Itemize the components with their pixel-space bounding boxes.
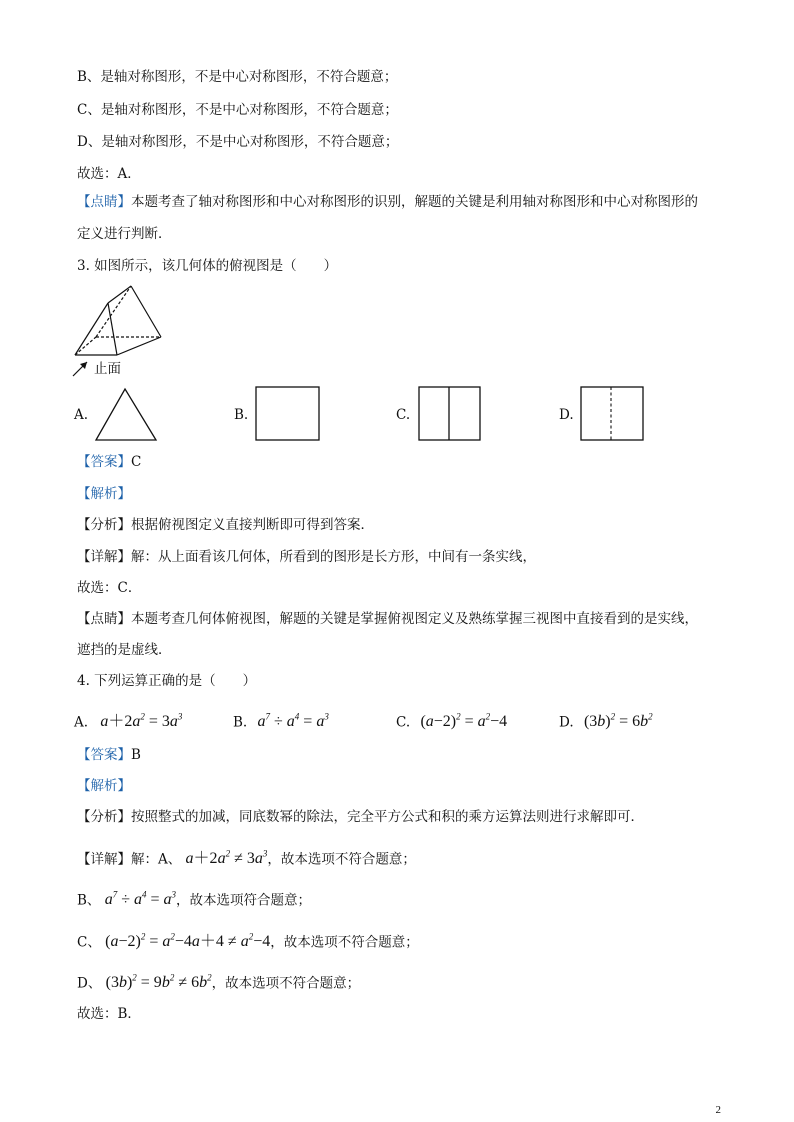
detail-b-formula: $a^7 \div a^4 = a^3$ xyxy=(104,890,177,909)
detail-d-formula: $(3b)^2 = 9b^2 \ne 6b^2$ xyxy=(105,973,212,992)
q3-option-b-label: B. xyxy=(234,407,249,423)
xiangjie-tag: 【详解】 xyxy=(77,851,131,868)
q4-fenxi xyxy=(77,808,644,826)
fenxi-text: 根据俯视图定义直接判断即可得到答案． xyxy=(131,517,374,533)
q4-option-c xyxy=(396,708,507,731)
q3-option-d-rectangle-dashed xyxy=(580,386,646,442)
q4-option-d xyxy=(559,708,653,731)
q4-xiangjie-a xyxy=(77,845,416,868)
q4-option-b-formula: $a^7 \div a^4 = a^3$ xyxy=(257,712,329,731)
fenxi-text: 按照整式的加减，同底数幂的除法，完全平方公式和积的乘方运算法则进行求解即可． xyxy=(131,809,644,825)
detail-a-suffix: ，故本选项不符合题意； xyxy=(267,851,416,868)
q3-xiangjie xyxy=(77,548,536,566)
detail-c-prefix: C、 xyxy=(77,934,101,951)
q4-option-a-label: A. xyxy=(74,714,89,731)
fenxi-tag: 【分析】 xyxy=(77,517,131,533)
detail-b-suffix: ，故本选项符合题意； xyxy=(176,892,312,909)
text-line-b: B、是轴对称图形，不是中心对称图形，不符合题意； xyxy=(77,69,398,85)
dianjing-tag: 【点睛】 xyxy=(77,611,131,627)
answer-tag: 【答案】 xyxy=(77,454,131,470)
q4-detail-c xyxy=(77,928,419,951)
q4-option-b-label: B. xyxy=(233,714,248,731)
xiangjie-text: 解：从上面看该几何体，所看到的图形是长方形，中间有一条实线， xyxy=(131,549,536,565)
q4-option-c-label: C. xyxy=(396,714,411,731)
q4-option-d-label: D. xyxy=(559,714,574,731)
detail-c-formula: $(a-2)^2 = a^2-4a+4 \ne a^2-4$ xyxy=(105,932,271,951)
detail-b-prefix: B、 xyxy=(77,892,101,909)
text-line-c: C、是轴对称图形，不是中心对称图形，不符合题意； xyxy=(77,102,398,118)
q4-option-a xyxy=(74,708,182,731)
detail-c-suffix: ，故本选项不符合题意； xyxy=(270,934,419,951)
q4-option-a-formula: $a+2a^2 = 3a^3$ xyxy=(100,712,183,731)
answer-value: C xyxy=(131,454,142,470)
q4-option-b xyxy=(233,708,329,731)
note-text: 本题考查了轴对称图形和中心对称图形的识别，解题的关键是利用轴对称图形和中心对称图形的 xyxy=(131,194,698,210)
answer-tag: 【答案】 xyxy=(77,747,131,763)
q3-note-b: 遮挡的是虚线． xyxy=(77,642,172,658)
note-line-q2a xyxy=(77,193,698,211)
detail-a-formula: $a+2a^2 \ne 3a^3$ xyxy=(185,849,268,868)
detail-d-suffix: ，故本选项不符合题意； xyxy=(211,975,361,992)
fenxi-tag: 【分析】 xyxy=(77,809,131,825)
front-label: 止面 xyxy=(94,361,121,377)
text-line-d: D、是轴对称图形，不是中心对称图形，不符合题意； xyxy=(77,134,399,150)
q3-option-b-rectangle xyxy=(255,386,321,442)
q3-option-d-label: D. xyxy=(559,407,574,423)
q3-option-a-triangle xyxy=(94,387,158,443)
q4-choice: 故选：B． xyxy=(77,1006,141,1022)
q3-option-c-rectangle-solid xyxy=(418,386,484,442)
question-4-stem: 4. 下列运算正确的是（ ） xyxy=(77,673,257,689)
q4-detail-b xyxy=(77,886,311,909)
q3-answer xyxy=(77,453,141,471)
dianjing-text: 本题考查几何体俯视图，解题的关键是掌握俯视图定义及熟练掌握三视图中直接看到的是实线， xyxy=(131,611,698,627)
q3-option-c-label: C. xyxy=(396,407,411,423)
q4-option-d-formula: $(3b)^2 = 6b^2$ xyxy=(583,712,653,731)
answer-value: B xyxy=(131,747,141,763)
note-tag: 【点睛】 xyxy=(77,194,131,210)
page-number: 2 xyxy=(715,1104,721,1116)
q4-analysis-tag: 【解析】 xyxy=(77,778,131,794)
xiangjie-tag: 【详解】 xyxy=(77,549,131,565)
q4-option-c-formula: $(a-2)^2 = a^2-4$ xyxy=(420,712,508,731)
q3-option-a-label: A. xyxy=(74,407,89,423)
q4-detail-d xyxy=(77,969,360,992)
xiangjie-prefix: 解：A、 xyxy=(131,851,182,868)
question-3-stem: 3. 如图所示，该几何体的俯视图是（ ） xyxy=(77,258,338,274)
q3-analysis-tag: 【解析】 xyxy=(77,486,131,502)
note-line-q2b: 定义进行判断． xyxy=(77,226,172,242)
q3-fenxi xyxy=(77,516,374,534)
q3-note-a xyxy=(77,610,698,628)
q4-answer xyxy=(77,746,141,764)
q3-choice: 故选：C． xyxy=(77,580,142,596)
choice-line-q2: 故选：A． xyxy=(77,166,141,182)
detail-d-prefix: D、 xyxy=(77,975,102,992)
